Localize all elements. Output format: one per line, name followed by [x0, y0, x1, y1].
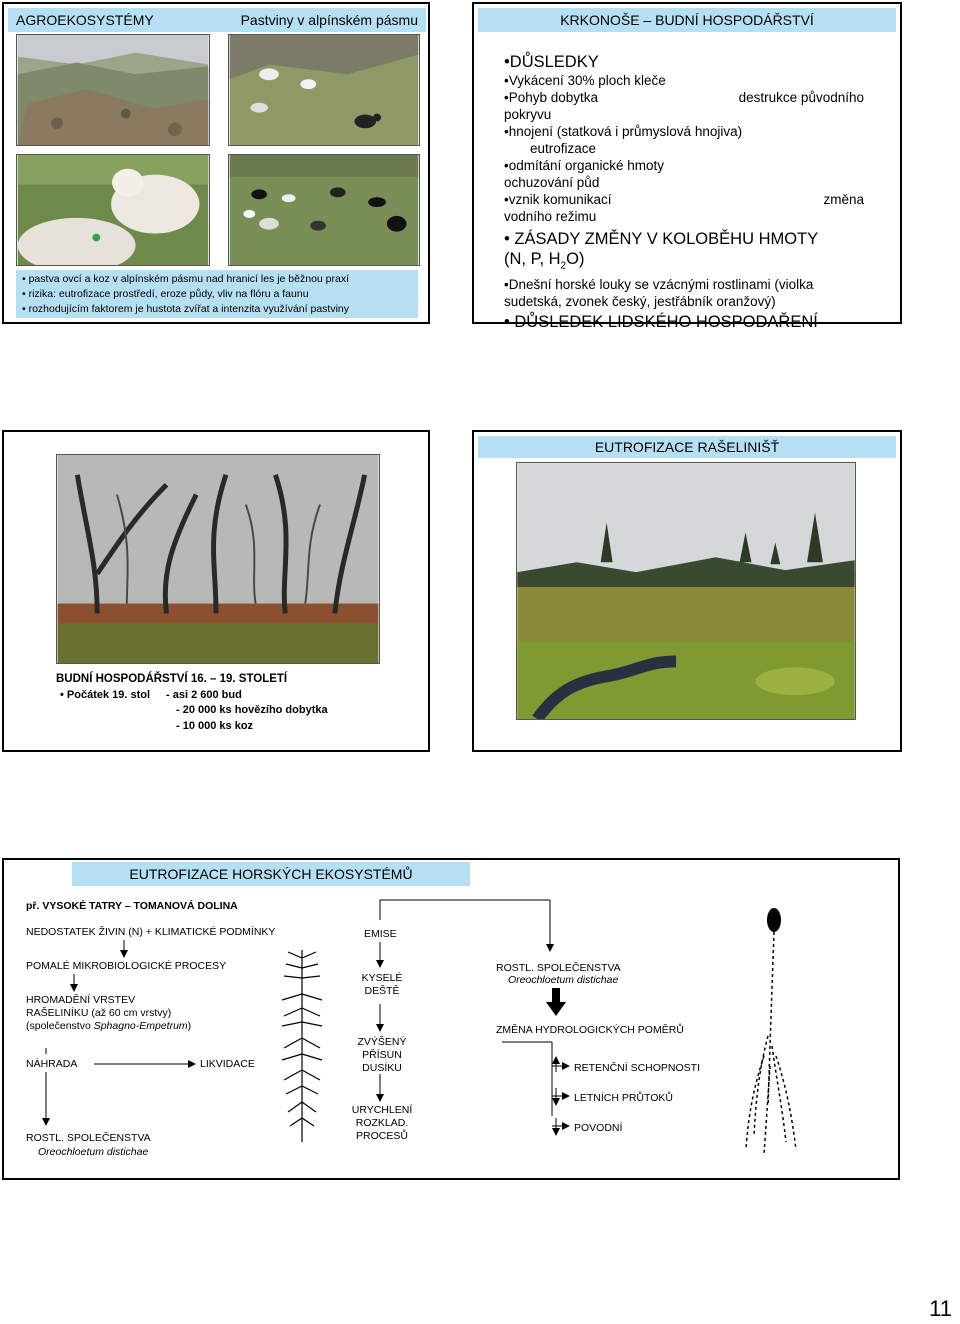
slide-header: EUTROFIZACE HORSKÝCH EKOSYSTÉMŮ: [72, 862, 470, 886]
bullet-line: pokryvu: [504, 107, 552, 122]
bullet-text: •vznik komunikací: [504, 192, 612, 207]
slide-header: EUTROFIZACE RAŠELINIŠŤ: [478, 436, 896, 458]
formula: [504, 249, 864, 276]
formula-part: (N, P, H: [504, 250, 561, 268]
text-part: ): [187, 1020, 192, 1032]
slide-body: [504, 52, 864, 332]
text-italic: Sphagno-Empetrum: [93, 1020, 188, 1032]
sphagnum-moss-drawing: [274, 946, 330, 1146]
info-row: [56, 688, 328, 704]
zvyseny-line: PŘÍSUN: [362, 1049, 402, 1061]
zvyseny-line: DUSÍKU: [362, 1062, 402, 1074]
zvyseny-line: ZVÝŠENÝ: [357, 1036, 407, 1048]
caption-line: • pastva ovcí a koz v alpínském pásmu nad hranicí les je běžnou praxí: [22, 272, 412, 287]
likvidace-label: LIKVIDACE: [200, 1058, 255, 1070]
rostl-right-label: ROSTL. SPOLEČENSTVA: [496, 962, 621, 974]
povodni-label: POVODNÍ: [574, 1122, 623, 1134]
page-number: 11: [929, 1296, 952, 1321]
rostl-left-label: ROSTL. SPOLEČENSTVA: [26, 1132, 151, 1144]
urychleni-line: PROCESŮ: [356, 1130, 408, 1142]
bullet-row: [504, 191, 864, 208]
zmena-label: ZMĚNA HYDROLOGICKÝCH POMĚRŮ: [496, 1024, 684, 1036]
header-left: AGROEKOSYSTÉMY: [16, 12, 154, 28]
hromadeni-line: HROMADĚNÍ VRSTEV: [26, 994, 136, 1006]
slide-raseliniste: [472, 430, 902, 752]
example-title: př. VYSOKÉ TATRY – TOMANOVÁ DOLINA: [26, 900, 238, 912]
caption-box: [16, 270, 418, 318]
info-item: - 20 000 ks hovězího dobytka: [176, 704, 328, 716]
bullet-row: [504, 89, 864, 106]
bullet-text: destrukce původního: [738, 90, 864, 105]
slide-header: KRKONOŠE – BUDNÍ HOSPODÁŘSTVÍ: [478, 8, 896, 32]
info-title: BUDNÍ HOSPODÁŘSTVÍ 16. – 19. STOLETÍ: [56, 673, 288, 685]
header-right: Pastviny v alpínském pásmu: [240, 12, 418, 28]
heading-dusledky: •DŮSLEDKY: [504, 53, 599, 71]
bullet-line: vodního režimu: [504, 209, 597, 224]
nahrada-label: NÁHRADA: [26, 1058, 78, 1070]
photo-goats-hill: [228, 34, 420, 146]
bullet-line: •hnojení (statková i průmyslová hnojiva): [504, 124, 743, 139]
kysele-line: KYSELÉ: [361, 972, 403, 984]
formula-part: O): [566, 250, 585, 268]
bullet-line: •Dnešní horské louky se vzácnými rostlinami (violka sudetská, zvonek český, jestřábník oranžový): [504, 277, 814, 310]
slide-agroecosystems: [2, 2, 430, 324]
heading-dusledek: • DŮSLEDEK LIDSKÉHO HOSPODAŘENÍ: [504, 313, 818, 332]
caption-line: • rizika: eutrofizace prostředí, eroze půdy, vliv na flóru a faunu: [22, 287, 412, 302]
slide-eutrofizace-horskych: [2, 858, 900, 1180]
letnich-label: LETNÍCH PRŮTOKŮ: [574, 1092, 673, 1104]
info-item: - 10 000 ks koz: [176, 719, 254, 732]
hromadeni-line: RAŠELINÍKU (až 60 cm vrstvy): [26, 1007, 172, 1019]
photo-sheep: [16, 154, 210, 266]
photo-peat-bog: [516, 462, 856, 720]
text-part: (společenstvo: [26, 1020, 94, 1032]
photo-goat-herd: [228, 154, 420, 266]
bullet-line: ochuzování půd: [504, 175, 600, 190]
slide-header: [8, 8, 426, 32]
emise-label: EMISE: [364, 928, 397, 940]
caption-line: • rozhodujícím faktorem je hustota zvířat a intenzita využívání pastviny: [22, 302, 412, 317]
bullet-text: •Pohyb dobytka: [504, 90, 599, 105]
slide-budni: [2, 430, 430, 752]
urychleni-line: ROZKLAD.: [355, 1117, 409, 1129]
bullet-line: •Vykácení 30% ploch kleče: [504, 73, 666, 88]
oreo-left-label: Oreochloetum distichae: [38, 1146, 149, 1158]
formula-sub: 2: [560, 260, 567, 272]
urychleni-line: URYCHLENÍ: [351, 1104, 413, 1116]
info-item: - asi 2 600 bud: [166, 688, 242, 701]
bullet-line: •odmítání organické hmoty: [504, 158, 665, 173]
photo-foggy-forest: [56, 454, 380, 664]
slide-krkonose: [472, 2, 902, 332]
kysele-line: DEŠTĚ: [364, 985, 400, 997]
photo-mountain-slope: [16, 34, 210, 146]
info-block: [56, 672, 328, 734]
info-label: • Počátek 19. stol: [60, 688, 151, 701]
retencni-label: RETENČNÍ SCHOPNOSTI: [574, 1062, 701, 1074]
bullet-text: změna: [823, 192, 864, 207]
bullet-line: eutrofizace: [530, 141, 597, 156]
oreochloa-plant-drawing: [734, 906, 804, 1158]
heading-zasady: • ZÁSADY ZMĚNY V KOLOBĚHU HMOTY: [504, 230, 819, 248]
pomale-label: POMALÉ MIKROBIOLOGICKÉ PROCESY: [26, 960, 227, 972]
nedostatek-label: NEDOSTATEK ŽIVIN (N) + KLIMATICKÉ PODMÍNKY: [26, 926, 276, 938]
oreo-right-label: Oreochloetum distichae: [508, 974, 619, 986]
